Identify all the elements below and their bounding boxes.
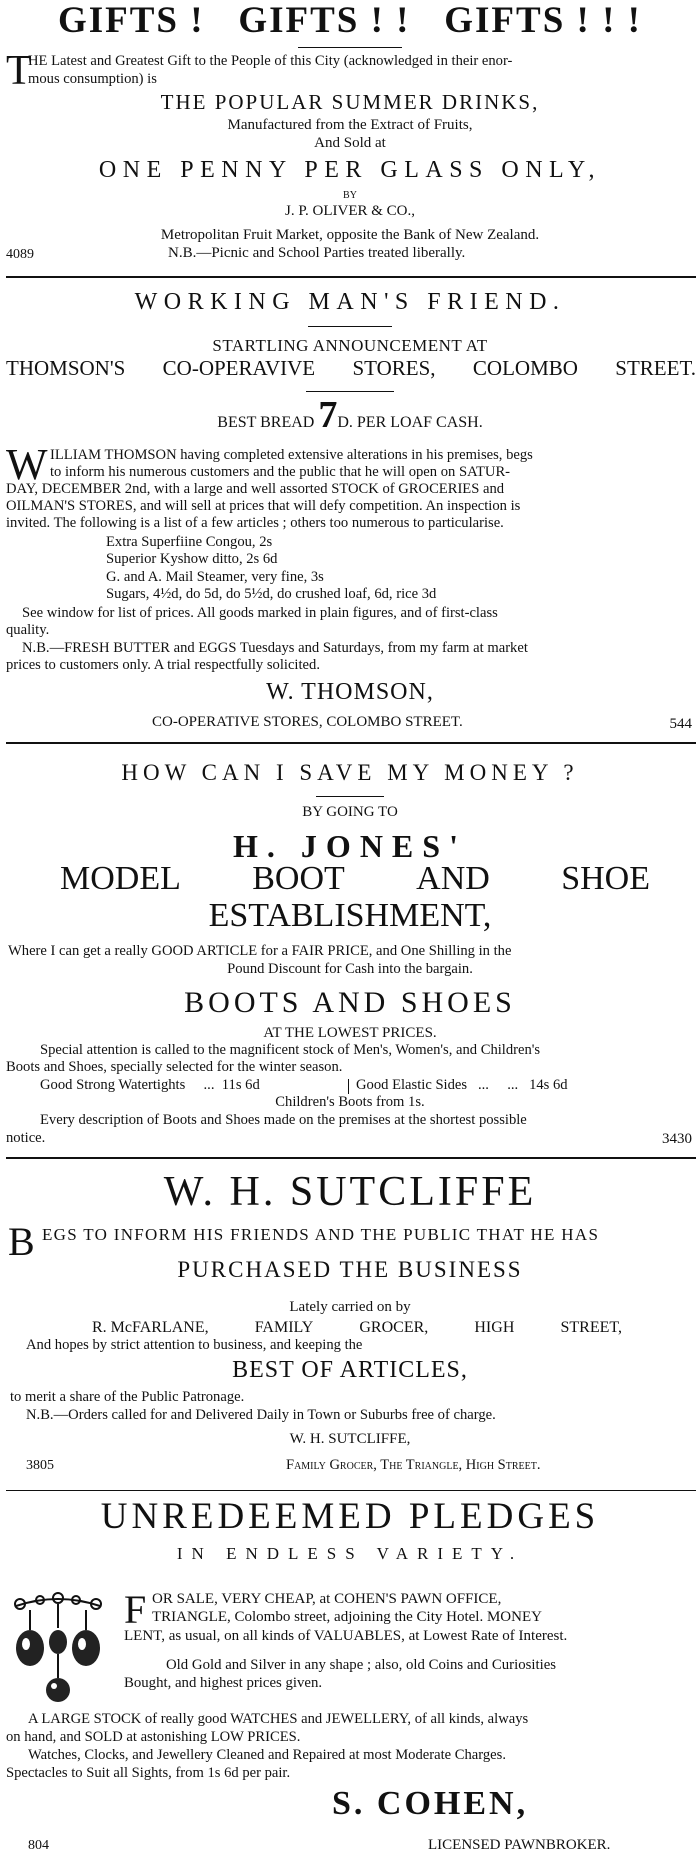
stores-word: COLOMBO bbox=[472, 356, 578, 380]
body-line: LENT, as usual, on all kinds of VALUABLES, at Lowest Rate of Interest. bbox=[124, 1628, 568, 1644]
ad-number: 804 bbox=[28, 1838, 49, 1853]
best-heading: BEST OF ARTICLES, bbox=[232, 1357, 468, 1383]
list-item: G. and A. Mail Steamer, very fine, 3s bbox=[106, 569, 324, 585]
text-line: D. PER LOAF CASH. bbox=[337, 414, 483, 431]
ad-number: 3805 bbox=[26, 1458, 54, 1473]
body-line: And hopes by strict attention to business, and keeping the bbox=[26, 1337, 363, 1353]
body-line: Every description of Boots and Shoes made on the premises at the shortest possible bbox=[40, 1112, 527, 1128]
establishment: ESTABLISHMENT, bbox=[208, 897, 492, 934]
body-line: N.B.—FRESH BUTTER and EGGS Tuesdays and Saturdays, from my farm at market bbox=[22, 640, 528, 656]
drop-cap: T bbox=[6, 48, 32, 94]
price-line: ONE PENNY PER GLASS ONLY, bbox=[98, 157, 602, 183]
price-item: Good Strong Watertights ... 11s 6d bbox=[40, 1077, 260, 1093]
text-line: Manufactured from the Extract of Fruits, bbox=[227, 117, 473, 133]
licence-line: LICENSED PAWNBROKER. bbox=[428, 1837, 611, 1853]
address-line: Metropolitan Fruit Market, opposite the Bank of New Zealand. bbox=[160, 227, 540, 243]
model-word: BOOT bbox=[252, 860, 345, 897]
product-name: THE POPULAR SUMMER DRINKS, bbox=[160, 90, 540, 114]
grocer-word: R. McFARLANE, bbox=[92, 1319, 209, 1336]
ad-number: 4089 bbox=[6, 247, 34, 262]
body-line: Watches, Clocks, and Jewellery Cleaned and Repaired at most Moderate Charges. bbox=[28, 1747, 506, 1763]
signature: W. H. SUTCLIFFE, bbox=[289, 1431, 411, 1447]
model-word: SHOE bbox=[561, 860, 650, 897]
body-line: quality. bbox=[6, 622, 50, 638]
text-line: EGS TO INFORM HIS FRIENDS AND THE PUBLIC THAT HE HAS bbox=[42, 1225, 600, 1244]
list-item: Sugars, 4½d, do 5d, do 5½d, do crushed loaf, 6d, rice 3d bbox=[106, 586, 437, 602]
text-line: BEST BREAD bbox=[217, 414, 315, 431]
body-line: See window for list of prices. All goods marked in plain figures, and of first-class bbox=[22, 605, 498, 621]
maker-name: J. P. OLIVER & CO., bbox=[284, 203, 415, 219]
subheading: IN ENDLESS VARIETY. bbox=[176, 1544, 524, 1563]
stores-word: THOMSON'S bbox=[6, 356, 126, 380]
body-line: on hand, and SOLD at astonishing LOW PRICES. bbox=[6, 1729, 301, 1745]
note-line: N.B.—Picnic and School Parties treated liberally. bbox=[168, 245, 466, 261]
text-line: BY GOING TO bbox=[302, 804, 398, 820]
list-item: Extra Superfiine Congou, 2s bbox=[106, 534, 273, 550]
signature: W. THOMSON, bbox=[266, 679, 434, 705]
body-line: Special attention is called to the magnificent stock of Men's, Women's, and Children's bbox=[40, 1042, 541, 1058]
boots-heading: BOOTS AND SHOES bbox=[184, 986, 516, 1019]
price-item: Good Elastic Sides ... ... 14s 6d bbox=[356, 1077, 568, 1093]
body-line: notice. bbox=[6, 1130, 46, 1146]
shop-name: H. JONES' bbox=[233, 828, 467, 864]
body-line: Where I can get a really GOOD ARTICLE for a FAIR PRICE, and One Shilling in the bbox=[8, 943, 512, 959]
drop-cap: F bbox=[124, 1587, 147, 1632]
model-word: AND bbox=[416, 860, 490, 897]
body-line: Pound Discount for Cash into the bargain. bbox=[227, 961, 473, 977]
address-line: Family Grocer, The Triangle, High Street. bbox=[286, 1457, 541, 1473]
grocer-word: FAMILY bbox=[254, 1319, 314, 1336]
grocer-word: HIGH bbox=[474, 1319, 515, 1336]
ad-headline: WORKING MAN'S FRIEND. bbox=[134, 289, 566, 315]
body-line: Boots and Shoes, specially selected for the winter season. bbox=[6, 1059, 343, 1075]
address-line: CO-OPERATIVE STORES, COLOMBO STREET. bbox=[152, 714, 463, 730]
text-line: STARTLING ANNOUNCEMENT AT bbox=[212, 336, 488, 355]
intro-line: HE Latest and Greatest Gift to the People of this City (acknowledged in their enor- bbox=[28, 53, 513, 69]
grocer-word: GROCER, bbox=[359, 1319, 429, 1336]
intro-line: mous consumption) is bbox=[28, 71, 157, 87]
text-line: And Sold at bbox=[314, 135, 386, 151]
body-line: DAY, DECEMBER 2nd, with a large and well assorted STOCK of GROCERIES and bbox=[6, 481, 505, 497]
drop-cap: W bbox=[6, 440, 48, 489]
drop-cap: B bbox=[8, 1219, 35, 1264]
text-line: BY bbox=[343, 190, 357, 201]
ad-headline: HOW CAN I SAVE MY MONEY ? bbox=[121, 760, 579, 785]
body-line: ILLIAM THOMSON having completed extensive alterations in his premises, begs bbox=[50, 447, 533, 463]
body-line: N.B.—Orders called for and Delivered Daily in Town or Suburbs free of charge. bbox=[26, 1407, 496, 1423]
body-line: OILMAN'S STORES, and will sell at prices that will defy competition. An inspection is bbox=[6, 498, 521, 514]
bread-price: 7 bbox=[318, 394, 338, 436]
body-line: A LARGE STOCK of really good WATCHES and JEWELLERY, of all kinds, always bbox=[28, 1711, 529, 1727]
ad-headline: W. H. SUTCLIFFE bbox=[163, 1169, 537, 1215]
body-line: Old Gold and Silver in any shape ; also, old Coins and Curiosities bbox=[166, 1657, 557, 1673]
text-line: Children's Boots from 1s. bbox=[275, 1094, 425, 1110]
jewellery-illustration-icon bbox=[8, 1590, 108, 1705]
body-line: to merit a share of the Public Patronage. bbox=[10, 1389, 245, 1405]
body-line: TRIANGLE, Colombo street, adjoining the City Hotel. MONEY bbox=[152, 1609, 542, 1625]
purchased-heading: PURCHASED THE BUSINESS bbox=[177, 1257, 523, 1282]
stores-word: STREET. bbox=[615, 356, 696, 380]
ad-headline: GIFTS ! GIFTS ! ! GIFTS ! ! ! bbox=[57, 0, 643, 41]
body-line: Bought, and highest prices given. bbox=[124, 1675, 323, 1691]
body-line: to inform his numerous customers and the public that he will open on SATUR- bbox=[50, 464, 511, 480]
body-line: Spectacles to Suit all Sights, from 1s 6d per pair. bbox=[6, 1765, 291, 1781]
model-word: MODEL bbox=[60, 860, 181, 897]
ad-number: 3430 bbox=[662, 1131, 692, 1147]
stores-word: CO-OPERAVIVE bbox=[162, 356, 316, 380]
body-line: OR SALE, VERY CHEAP, at COHEN'S PAWN OFFICE, bbox=[152, 1591, 502, 1607]
stores-word: STORES, bbox=[352, 356, 436, 380]
signature: S. COHEN, bbox=[332, 1785, 529, 1822]
text-line: AT THE LOWEST PRICES. bbox=[263, 1025, 437, 1041]
body-line: invited. The following is a list of a few articles ; others too numerous to particularise. bbox=[6, 515, 504, 531]
ad-number: 544 bbox=[669, 716, 692, 732]
grocer-word: STREET, bbox=[560, 1319, 622, 1336]
body-line: prices to customers only. A trial respectfully solicited. bbox=[6, 657, 320, 673]
text-line: Lately carried on by bbox=[289, 1299, 411, 1315]
ad-headline: UNREDEEMED PLEDGES bbox=[100, 1496, 600, 1537]
list-item: Superior Kyshow ditto, 2s 6d bbox=[106, 551, 278, 567]
